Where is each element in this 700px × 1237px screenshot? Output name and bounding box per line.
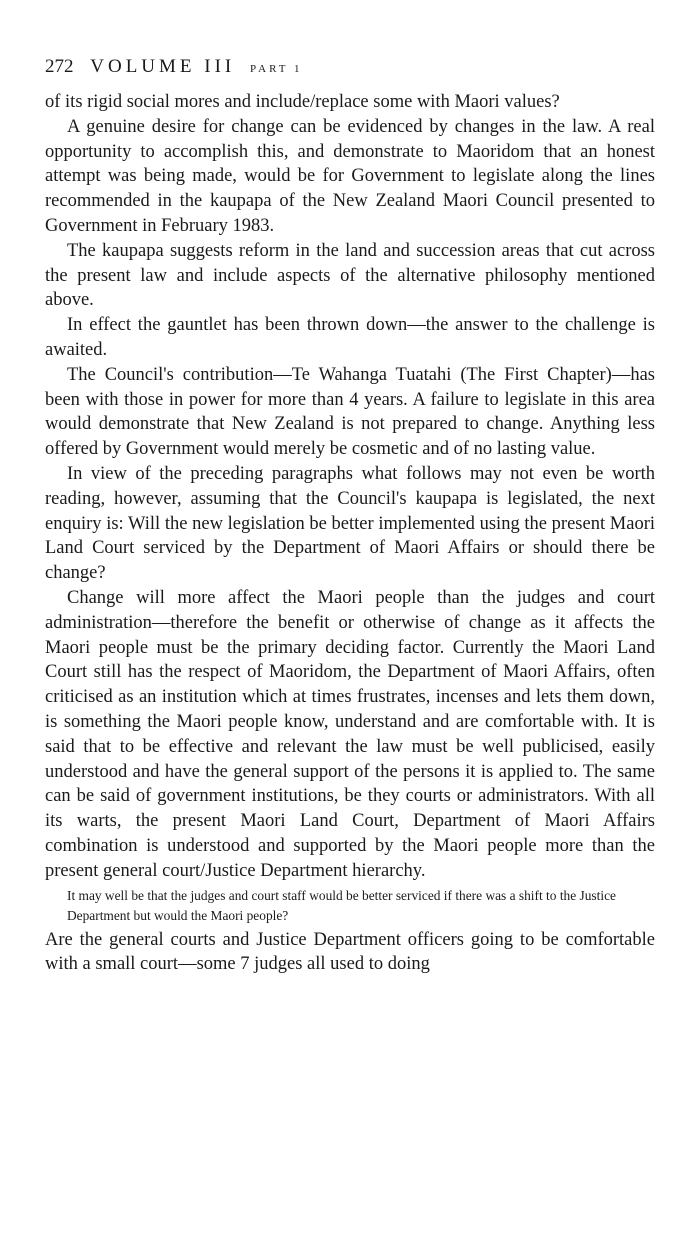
body-text: [45, 90, 655, 977]
paragraph: The kaupapa suggests reform in the land and succession areas that cut across the present law and include aspects of the alternative philosophy mentioned above.: [45, 240, 655, 311]
paragraph: The Council's contribution—Te Wahanga Tuatahi (The First Chapter)—has been with those in power for more than 4 years. A failure to legislate in this area would demonstrate that New Zealand is not prepared to change. Anything less offered by Government would merely be cosmetic and of no lasting value.: [45, 364, 655, 460]
paragraph: Change will more affect the Maori people than the judges and court administration—therefore the benefit or otherwise of change as it affects the Maori people must be the primary deciding factor. Currently the Maori Land Court still has the respect of Maoridom, the Department of Maori Affairs, often criticised as an institution which at times frustrates, incenses and lets them down, is something the Maori people know, understand and are comfortable with. It is said that to be effective and relevant the law must be well publicised, easily understood and have the general support of the persons it is applied to. The same can be said of government institutions, be they courts or administrators. With all its warts, the present Maori Land Court, Department of Maori Affairs combination is understood and supported by the Maori people more than the present general court/Justice Department hierarchy.: [45, 587, 655, 881]
part-label: PART 1: [250, 63, 303, 75]
paragraph: In view of the preceding paragraphs what follows may not even be worth reading, however, assuming that the Council's kaupapa is legislated, the next enquiry is: Will the new legislation be better implemented using the present Maori Land Court serviced by the Department of Maori Affairs or should there be change?: [45, 463, 655, 584]
running-head: [45, 56, 655, 78]
paragraph: In effect the gauntlet has been thrown down—the answer to the challenge is awaited.: [45, 315, 655, 360]
paragraph: A genuine desire for change can be evidenced by changes in the law. A real opportunity to accomplish this, and demonstrate to Maoridom that an honest attempt was being made, would be for Government to legislate along the lines recommended in the kaupapa of the New Zealand Maori Council presented to Government in February 1983.: [45, 116, 655, 236]
small-print-paragraph: It may well be that the judges and court staff would be better serviced if there was a shift to the Justice Department but would the Maori people?: [67, 887, 616, 923]
paragraph: Are the general courts and Justice Department officers going to be comfortable with a small court—some 7 judges all used to doing: [45, 929, 655, 975]
volume-label: VOLUME III: [90, 56, 236, 77]
paragraph-continued: of its rigid social mores and include/replace some with Maori values?: [45, 92, 560, 112]
document-page: [45, 56, 655, 977]
page-number: 272: [45, 56, 74, 77]
